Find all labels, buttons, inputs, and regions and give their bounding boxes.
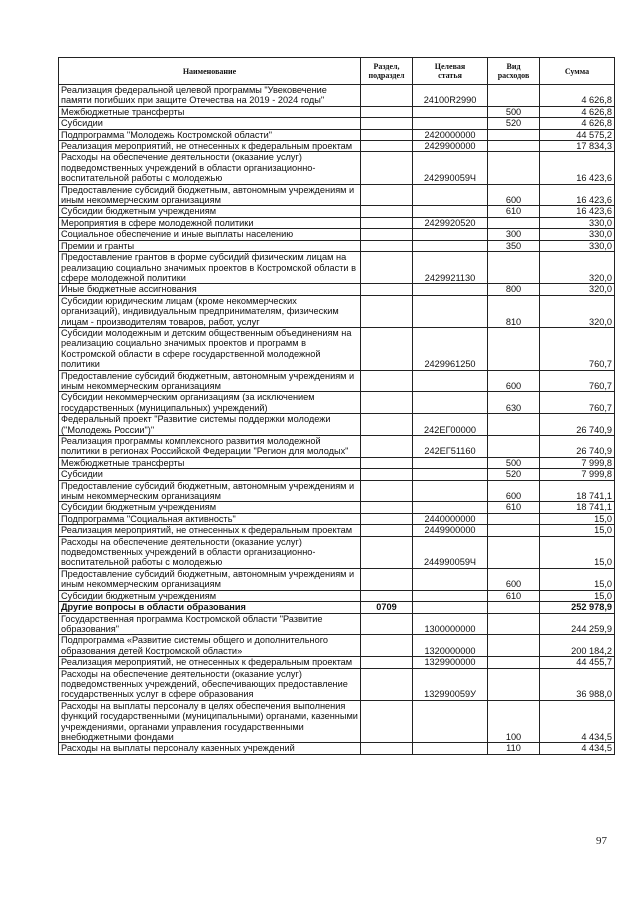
item-name: Субсидии бюджетным учреждениям bbox=[59, 502, 361, 513]
target-code: 2440000000 bbox=[413, 513, 488, 524]
section-code bbox=[361, 525, 413, 536]
item-name: Субсидии bbox=[59, 469, 361, 480]
amount: 4 626,8 bbox=[540, 118, 615, 129]
item-name: Социальное обеспечение и иные выплаты населению bbox=[59, 229, 361, 240]
amount: 330,0 bbox=[540, 217, 615, 228]
section-code bbox=[361, 252, 413, 284]
expense-type bbox=[488, 525, 540, 536]
target-code bbox=[413, 457, 488, 468]
table-row bbox=[59, 602, 615, 613]
amount: 15,0 bbox=[540, 568, 615, 590]
section-code: 0709 bbox=[361, 602, 413, 613]
target-code: 242990059Ч bbox=[413, 152, 488, 184]
table-row bbox=[59, 668, 615, 700]
table-row bbox=[59, 152, 615, 184]
table-row bbox=[59, 436, 615, 458]
section-code bbox=[361, 392, 413, 414]
amount: 26 740,9 bbox=[540, 436, 615, 458]
header-target-code: Целевая статья bbox=[413, 58, 488, 85]
expense-type: 630 bbox=[488, 392, 540, 414]
target-code bbox=[413, 184, 488, 206]
expense-type bbox=[488, 657, 540, 668]
amount: 18 741,1 bbox=[540, 480, 615, 502]
expense-type bbox=[488, 152, 540, 184]
amount: 15,0 bbox=[540, 525, 615, 536]
expense-type bbox=[488, 327, 540, 370]
target-code bbox=[413, 602, 488, 613]
target-code bbox=[413, 502, 488, 513]
section-code bbox=[361, 184, 413, 206]
target-code bbox=[413, 743, 488, 754]
item-name: Другие вопросы в области образования bbox=[59, 602, 361, 613]
amount: 760,7 bbox=[540, 327, 615, 370]
amount: 15,0 bbox=[540, 536, 615, 568]
target-code bbox=[413, 480, 488, 502]
table-body bbox=[59, 85, 615, 755]
target-code: 2429961250 bbox=[413, 327, 488, 370]
expense-type bbox=[488, 602, 540, 613]
section-code bbox=[361, 295, 413, 327]
item-name: Расходы на выплаты персоналу казенных учреждений bbox=[59, 743, 361, 754]
section-code bbox=[361, 657, 413, 668]
page-number: 97 bbox=[596, 835, 607, 847]
section-code bbox=[361, 502, 413, 513]
section-code bbox=[361, 327, 413, 370]
amount: 760,7 bbox=[540, 392, 615, 414]
item-name: Федеральный проект "Развитие системы поддержки молодежи ("Молодежь России")" bbox=[59, 414, 361, 436]
table-row bbox=[59, 613, 615, 635]
section-code bbox=[361, 480, 413, 502]
target-code: 244990059Ч bbox=[413, 536, 488, 568]
amount: 7 999,8 bbox=[540, 457, 615, 468]
item-name: Субсидии бюджетным учреждениям bbox=[59, 590, 361, 601]
target-code: 242ЕГ00000 bbox=[413, 414, 488, 436]
table-row bbox=[59, 635, 615, 657]
table-row bbox=[59, 743, 615, 754]
expense-type: 600 bbox=[488, 480, 540, 502]
item-name: Предоставление грантов в форме субсидий физическим лицам на реализацию социально значимых проектов в Костромской области в сфере молодежной политики bbox=[59, 252, 361, 284]
item-name: Предоставление субсидий бюджетным, автономным учреждениям и иным некоммерческим организациям bbox=[59, 568, 361, 590]
amount: 760,7 bbox=[540, 370, 615, 392]
expense-type: 350 bbox=[488, 240, 540, 251]
table-row bbox=[59, 457, 615, 468]
item-name: Реализация программы комплексного развития молодежной политики в регионах Российской Федерации "Регион для молодых" bbox=[59, 436, 361, 458]
section-code bbox=[361, 436, 413, 458]
table-row bbox=[59, 480, 615, 502]
expense-type bbox=[488, 513, 540, 524]
item-name: Субсидии bbox=[59, 118, 361, 129]
item-name: Предоставление субсидий бюджетным, автономным учреждениям и иным некоммерческим организациям bbox=[59, 370, 361, 392]
table-row bbox=[59, 229, 615, 240]
amount: 17 834,3 bbox=[540, 141, 615, 152]
section-code bbox=[361, 284, 413, 295]
table-row bbox=[59, 252, 615, 284]
target-code: 2449900000 bbox=[413, 525, 488, 536]
expense-type bbox=[488, 613, 540, 635]
target-code: 2429900000 bbox=[413, 141, 488, 152]
amount: 16 423,6 bbox=[540, 206, 615, 217]
expense-type bbox=[488, 536, 540, 568]
target-code bbox=[413, 370, 488, 392]
section-code bbox=[361, 106, 413, 117]
amount: 4 626,8 bbox=[540, 85, 615, 107]
section-code bbox=[361, 469, 413, 480]
amount: 4 434,5 bbox=[540, 700, 615, 743]
item-name: Мероприятия в сфере молодежной политики bbox=[59, 217, 361, 228]
section-code bbox=[361, 414, 413, 436]
target-code bbox=[413, 240, 488, 251]
expense-type bbox=[488, 414, 540, 436]
expense-type: 100 bbox=[488, 700, 540, 743]
section-code bbox=[361, 129, 413, 140]
amount: 18 741,1 bbox=[540, 502, 615, 513]
table-row bbox=[59, 295, 615, 327]
table-header-row bbox=[59, 58, 615, 85]
amount: 7 999,8 bbox=[540, 469, 615, 480]
expense-type: 520 bbox=[488, 118, 540, 129]
target-code bbox=[413, 392, 488, 414]
table-row bbox=[59, 327, 615, 370]
amount: 320,0 bbox=[540, 295, 615, 327]
target-code: 2420000000 bbox=[413, 129, 488, 140]
item-name: Субсидии молодежным и детским общественным объединениям на реализацию социально значимых проектов и программ в Костромской области в сфере государственной молодежной политики bbox=[59, 327, 361, 370]
section-code bbox=[361, 240, 413, 251]
item-name: Реализация мероприятий, не отнесенных к федеральным проектам bbox=[59, 657, 361, 668]
table-row bbox=[59, 129, 615, 140]
target-code: 2429921130 bbox=[413, 252, 488, 284]
item-name: Подпрограмма "Молодежь Костромской области" bbox=[59, 129, 361, 140]
table-row bbox=[59, 700, 615, 743]
section-code bbox=[361, 613, 413, 635]
header-name: Наименование bbox=[59, 58, 361, 85]
table-row bbox=[59, 392, 615, 414]
item-name: Предоставление субсидий бюджетным, автономным учреждениям и иным некоммерческим организациям bbox=[59, 184, 361, 206]
table-row bbox=[59, 414, 615, 436]
section-code bbox=[361, 635, 413, 657]
item-name: Предоставление субсидий бюджетным, автономным учреждениям и иным некоммерческим организациям bbox=[59, 480, 361, 502]
table-row bbox=[59, 118, 615, 129]
expense-type: 500 bbox=[488, 457, 540, 468]
expense-type: 600 bbox=[488, 568, 540, 590]
section-code bbox=[361, 118, 413, 129]
item-name: Иные бюджетные ассигнования bbox=[59, 284, 361, 295]
expense-type: 610 bbox=[488, 590, 540, 601]
expense-type: 500 bbox=[488, 106, 540, 117]
amount: 16 423,6 bbox=[540, 184, 615, 206]
item-name: Реализация мероприятий, не отнесенных к федеральным проектам bbox=[59, 525, 361, 536]
expense-type: 600 bbox=[488, 370, 540, 392]
amount: 15,0 bbox=[540, 513, 615, 524]
expense-type: 600 bbox=[488, 184, 540, 206]
item-name: Реализация мероприятий, не отнесенных к федеральным проектам bbox=[59, 141, 361, 152]
target-code bbox=[413, 568, 488, 590]
section-code bbox=[361, 206, 413, 217]
header-section: Раздел, подраздел bbox=[361, 58, 413, 85]
section-code bbox=[361, 152, 413, 184]
amount: 330,0 bbox=[540, 240, 615, 251]
budget-table bbox=[58, 57, 615, 755]
target-code: 132990059У bbox=[413, 668, 488, 700]
item-name: Подпрограмма «Развитие системы общего и дополнительного образования детей Костромской области» bbox=[59, 635, 361, 657]
table-row bbox=[59, 184, 615, 206]
table-row bbox=[59, 85, 615, 107]
table-row bbox=[59, 568, 615, 590]
item-name: Расходы на обеспечение деятельности (оказание услуг) подведомственных учреждений в области организационно-воспитательной работы с молодежью bbox=[59, 536, 361, 568]
item-name: Расходы на обеспечение деятельности (оказание услуг) подведомственных учреждений, обеспечивающих предоставление государственных услуг в сфере образования bbox=[59, 668, 361, 700]
header-expense-type: Вид расходов bbox=[488, 58, 540, 85]
expense-type bbox=[488, 252, 540, 284]
amount: 4 626,8 bbox=[540, 106, 615, 117]
amount: 44 575,2 bbox=[540, 129, 615, 140]
table-row bbox=[59, 536, 615, 568]
table-row bbox=[59, 590, 615, 601]
section-code bbox=[361, 590, 413, 601]
section-code bbox=[361, 568, 413, 590]
target-code bbox=[413, 469, 488, 480]
header-sum: Сумма bbox=[540, 58, 615, 85]
table-row bbox=[59, 217, 615, 228]
section-code bbox=[361, 513, 413, 524]
table-row bbox=[59, 657, 615, 668]
table-row bbox=[59, 206, 615, 217]
section-code bbox=[361, 700, 413, 743]
expense-type bbox=[488, 141, 540, 152]
expense-type: 520 bbox=[488, 469, 540, 480]
section-code bbox=[361, 370, 413, 392]
table-row bbox=[59, 502, 615, 513]
expense-type bbox=[488, 436, 540, 458]
expense-type bbox=[488, 217, 540, 228]
amount: 15,0 bbox=[540, 590, 615, 601]
target-code bbox=[413, 590, 488, 601]
item-name: Подпрограмма "Социальная активность" bbox=[59, 513, 361, 524]
item-name: Расходы на выплаты персоналу в целях обеспечения выполнения функций государственными (муниципальными) органами, казенными учреждениями, органами управления государственными внебюджетными фондами bbox=[59, 700, 361, 743]
item-name: Межбюджетные трансферты bbox=[59, 106, 361, 117]
target-code: 242ЕГ51160 bbox=[413, 436, 488, 458]
item-name: Реализация федеральной целевой программы "Увековечение памяти погибших при защите Отечества на 2019 - 2024 годы" bbox=[59, 85, 361, 107]
target-code bbox=[413, 106, 488, 117]
section-code bbox=[361, 668, 413, 700]
amount: 16 423,6 bbox=[540, 152, 615, 184]
table-row bbox=[59, 284, 615, 295]
expense-type: 300 bbox=[488, 229, 540, 240]
expense-type bbox=[488, 668, 540, 700]
section-code bbox=[361, 743, 413, 754]
amount: 26 740,9 bbox=[540, 414, 615, 436]
amount: 320,0 bbox=[540, 252, 615, 284]
item-name: Межбюджетные трансферты bbox=[59, 457, 361, 468]
target-code bbox=[413, 284, 488, 295]
expense-type bbox=[488, 635, 540, 657]
expense-type bbox=[488, 129, 540, 140]
section-code bbox=[361, 217, 413, 228]
amount: 200 184,2 bbox=[540, 635, 615, 657]
section-code bbox=[361, 141, 413, 152]
amount: 4 434,5 bbox=[540, 743, 615, 754]
target-code: 24100R2990 bbox=[413, 85, 488, 107]
amount: 44 455,7 bbox=[540, 657, 615, 668]
item-name: Субсидии юридическим лицам (кроме некоммерческих организаций), индивидуальным предпринимателям, физическим лицам - производителям товаров, работ, услуг bbox=[59, 295, 361, 327]
table-row bbox=[59, 106, 615, 117]
amount: 320,0 bbox=[540, 284, 615, 295]
target-code bbox=[413, 229, 488, 240]
expense-type: 810 bbox=[488, 295, 540, 327]
target-code: 1329900000 bbox=[413, 657, 488, 668]
target-code bbox=[413, 295, 488, 327]
section-code bbox=[361, 457, 413, 468]
target-code bbox=[413, 700, 488, 743]
section-code bbox=[361, 229, 413, 240]
target-code: 1320000000 bbox=[413, 635, 488, 657]
table-row bbox=[59, 525, 615, 536]
item-name: Расходы на обеспечение деятельности (оказание услуг) подведомственных учреждений в области организационно-воспитательной работы с молодежью bbox=[59, 152, 361, 184]
expense-type bbox=[488, 85, 540, 107]
expense-type: 110 bbox=[488, 743, 540, 754]
table-row bbox=[59, 370, 615, 392]
expense-type: 800 bbox=[488, 284, 540, 295]
target-code: 1300000000 bbox=[413, 613, 488, 635]
amount: 244 259,9 bbox=[540, 613, 615, 635]
item-name: Премии и гранты bbox=[59, 240, 361, 251]
amount: 252 978,9 bbox=[540, 602, 615, 613]
section-code bbox=[361, 536, 413, 568]
item-name: Субсидии некоммерческим организациям (за исключением государственных (муниципальных) учреждений) bbox=[59, 392, 361, 414]
table-row bbox=[59, 513, 615, 524]
table-row bbox=[59, 469, 615, 480]
target-code: 2429920520 bbox=[413, 217, 488, 228]
expense-type: 610 bbox=[488, 502, 540, 513]
target-code bbox=[413, 206, 488, 217]
item-name: Субсидии бюджетным учреждениям bbox=[59, 206, 361, 217]
table-row bbox=[59, 141, 615, 152]
table-row bbox=[59, 240, 615, 251]
expense-type: 610 bbox=[488, 206, 540, 217]
item-name: Государственная программа Костромской области "Развитие образования" bbox=[59, 613, 361, 635]
amount: 330,0 bbox=[540, 229, 615, 240]
section-code bbox=[361, 85, 413, 107]
amount: 36 988,0 bbox=[540, 668, 615, 700]
target-code bbox=[413, 118, 488, 129]
